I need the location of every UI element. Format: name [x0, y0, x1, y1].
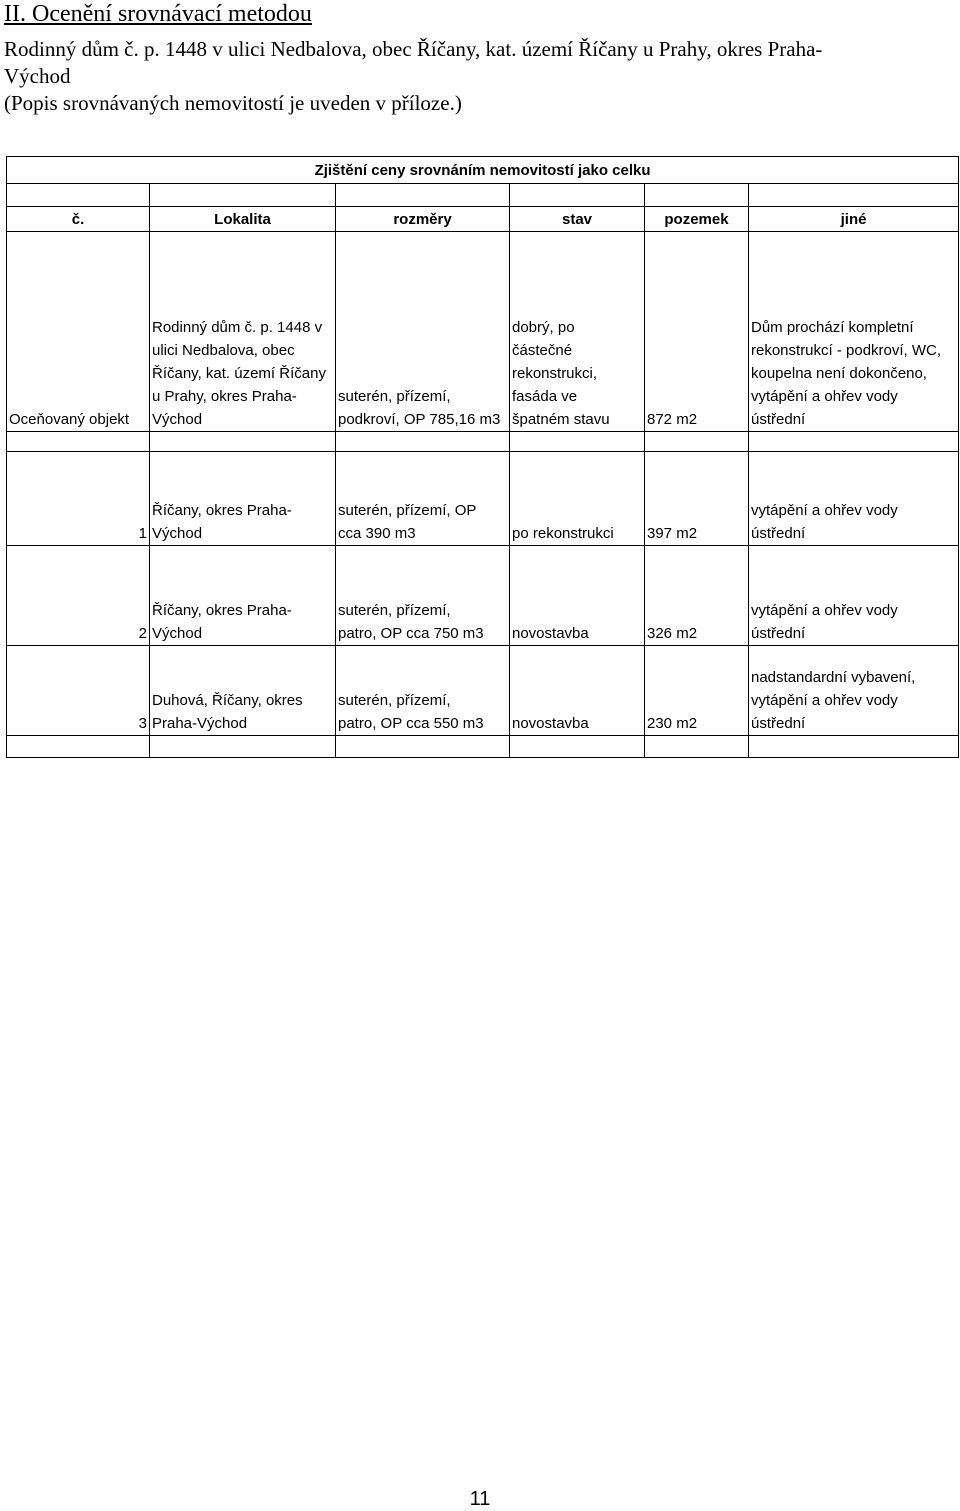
comparable-lokalita-line: Východ	[152, 625, 203, 642]
spacer-cell	[645, 736, 749, 758]
section-heading: II. Ocenění srovnávací metodou	[4, 1, 312, 27]
column-header-lokalita: Lokalita	[150, 207, 336, 232]
table-spacer-row	[7, 184, 959, 207]
comparable-jine-line: vytápění a ohřev vody	[751, 602, 898, 619]
comparable-rozmery-line: patro, OP cca 750 m3	[338, 625, 484, 642]
comparable-row	[7, 646, 959, 736]
subject-label: Oceňovaný objekt	[7, 232, 150, 432]
comparable-rozmery-line: suterén, přízemí,	[338, 692, 451, 709]
comparable-lokalita-line: Východ	[152, 525, 203, 542]
comparable-pozemek	[645, 646, 749, 736]
comparable-lokalita-line: Duhová, Říčany, okres	[152, 692, 303, 709]
comparable-number: 1	[7, 452, 150, 546]
spacer-cell	[7, 184, 150, 207]
comparable-pozemek	[645, 452, 749, 546]
comparable-rozmery-line: patro, OP cca 550 m3	[338, 715, 484, 732]
subject-lokalita-line: Říčany, kat. území Říčany	[152, 365, 326, 382]
subject-lokalita-line: u Prahy, okres Praha-	[152, 388, 297, 405]
comparable-pozemek-value: 230 m2	[647, 715, 698, 732]
subject-row	[7, 232, 959, 432]
subject-jine-line: rekonstrukcí - podkroví, WC,	[751, 342, 942, 359]
comparable-jine-line: vytápění a ohřev vody	[751, 692, 898, 709]
comparable-pozemek-value: 326 m2	[647, 625, 698, 642]
comparable-pozemek	[645, 546, 749, 646]
subject-stav-line: fasáda ve	[512, 388, 578, 405]
column-header-number: č.	[7, 207, 150, 232]
comparable-rozmery-line: suterén, přízemí,	[338, 602, 451, 619]
column-header-pozemek: pozemek	[645, 207, 749, 232]
comparable-jine-line: nadstandardní vybavení,	[751, 669, 916, 686]
table-spacer-row	[7, 736, 959, 758]
column-header-rozmery: rozměry	[336, 207, 510, 232]
comparable-stav-line: po rekonstrukci	[512, 525, 614, 542]
spacer-cell	[510, 184, 645, 207]
comparable-stav	[510, 452, 645, 546]
comparable-lokalita	[150, 452, 336, 546]
comparable-lokalita-line: Říčany, okres Praha-	[152, 502, 292, 519]
comparable-jine-line: ústřední	[751, 715, 806, 732]
comparable-jine-line: ústřední	[751, 525, 806, 542]
comparison-table	[6, 156, 959, 758]
spacer-cell	[510, 736, 645, 758]
spacer-cell	[645, 432, 749, 452]
subject-stav-line: špatném stavu	[512, 411, 610, 428]
subject-rozmery-line: podkroví, OP 785,16 m3	[338, 411, 501, 428]
comparable-pozemek-value: 397 m2	[647, 525, 698, 542]
page-number: 11	[469, 1488, 491, 1510]
spacer-cell	[150, 736, 336, 758]
spacer-cell	[336, 184, 510, 207]
subject-stav-line: částečné	[512, 342, 573, 359]
table-title: Zjištění ceny srovnáním nemovitostí jako celku	[7, 157, 959, 184]
comparable-jine	[749, 646, 959, 736]
spacer-cell	[336, 736, 510, 758]
spacer-cell	[510, 432, 645, 452]
subject-lokalita-line: Rodinný dům č. p. 1448 v	[152, 319, 323, 336]
spacer-cell	[150, 184, 336, 207]
spacer-cell	[645, 184, 749, 207]
intro-line-3: (Popis srovnávaných nemovitostí je uveden v příloze.)	[4, 91, 462, 115]
spacer-cell	[7, 432, 150, 452]
comparable-stav-line: novostavba	[512, 625, 589, 642]
subject-pozemek	[645, 232, 749, 432]
subject-rozmery-line: suterén, přízemí,	[338, 388, 451, 405]
comparable-stav-line: novostavba	[512, 715, 589, 732]
comparable-rozmery	[336, 452, 510, 546]
subject-stav-line: rekonstrukci,	[512, 365, 598, 382]
property-intro	[4, 36, 944, 117]
comparable-rozmery	[336, 646, 510, 736]
subject-rozmery	[336, 232, 510, 432]
comparable-rozmery-line: cca 390 m3	[338, 525, 416, 542]
spacer-cell	[7, 736, 150, 758]
table-title-row	[7, 157, 959, 184]
spacer-cell	[749, 432, 959, 452]
comparable-jine	[749, 546, 959, 646]
table-spacer-row	[7, 432, 959, 452]
subject-jine-line: koupelna není dokončeno,	[751, 365, 927, 382]
subject-lokalita-line: Východ	[152, 411, 203, 428]
comparable-rozmery-line: suterén, přízemí, OP	[338, 502, 477, 519]
subject-jine-line: vytápění a ohřev vody	[751, 388, 898, 405]
comparable-lokalita	[150, 646, 336, 736]
spacer-cell	[336, 432, 510, 452]
comparable-rozmery	[336, 546, 510, 646]
comparable-number: 2	[7, 546, 150, 646]
comparable-stav	[510, 546, 645, 646]
comparable-lokalita-line: Praha-Východ	[152, 715, 248, 732]
comparable-stav	[510, 646, 645, 736]
subject-pozemek-value: 872 m2	[647, 411, 698, 428]
table-header-row	[7, 207, 959, 232]
comparable-jine-line: vytápění a ohřev vody	[751, 502, 898, 519]
comparable-lokalita-line: Říčany, okres Praha-	[152, 602, 292, 619]
subject-jine	[749, 232, 959, 432]
subject-lokalita-line: ulici Nedbalova, obec	[152, 342, 295, 359]
spacer-cell	[749, 184, 959, 207]
comparable-row	[7, 452, 959, 546]
comparable-row	[7, 546, 959, 646]
spacer-cell	[749, 736, 959, 758]
subject-jine-line: ústřední	[751, 411, 806, 428]
subject-stav	[510, 232, 645, 432]
subject-lokalita	[150, 232, 336, 432]
comparable-jine	[749, 452, 959, 546]
comparable-number: 3	[7, 646, 150, 736]
subject-jine-line: Dům prochází kompletní	[751, 319, 914, 336]
intro-line-1: Rodinný dům č. p. 1448 v ulici Nedbalova, obec Říčany, kat. území Říčany u Prahy, okres Praha-	[4, 37, 823, 61]
intro-line-2: Východ	[4, 64, 71, 88]
comparable-lokalita	[150, 546, 336, 646]
column-header-stav: stav	[510, 207, 645, 232]
comparable-jine-line: ústřední	[751, 625, 806, 642]
spacer-cell	[150, 432, 336, 452]
subject-stav-line: dobrý, po	[512, 319, 575, 336]
column-header-jine: jiné	[749, 207, 959, 232]
